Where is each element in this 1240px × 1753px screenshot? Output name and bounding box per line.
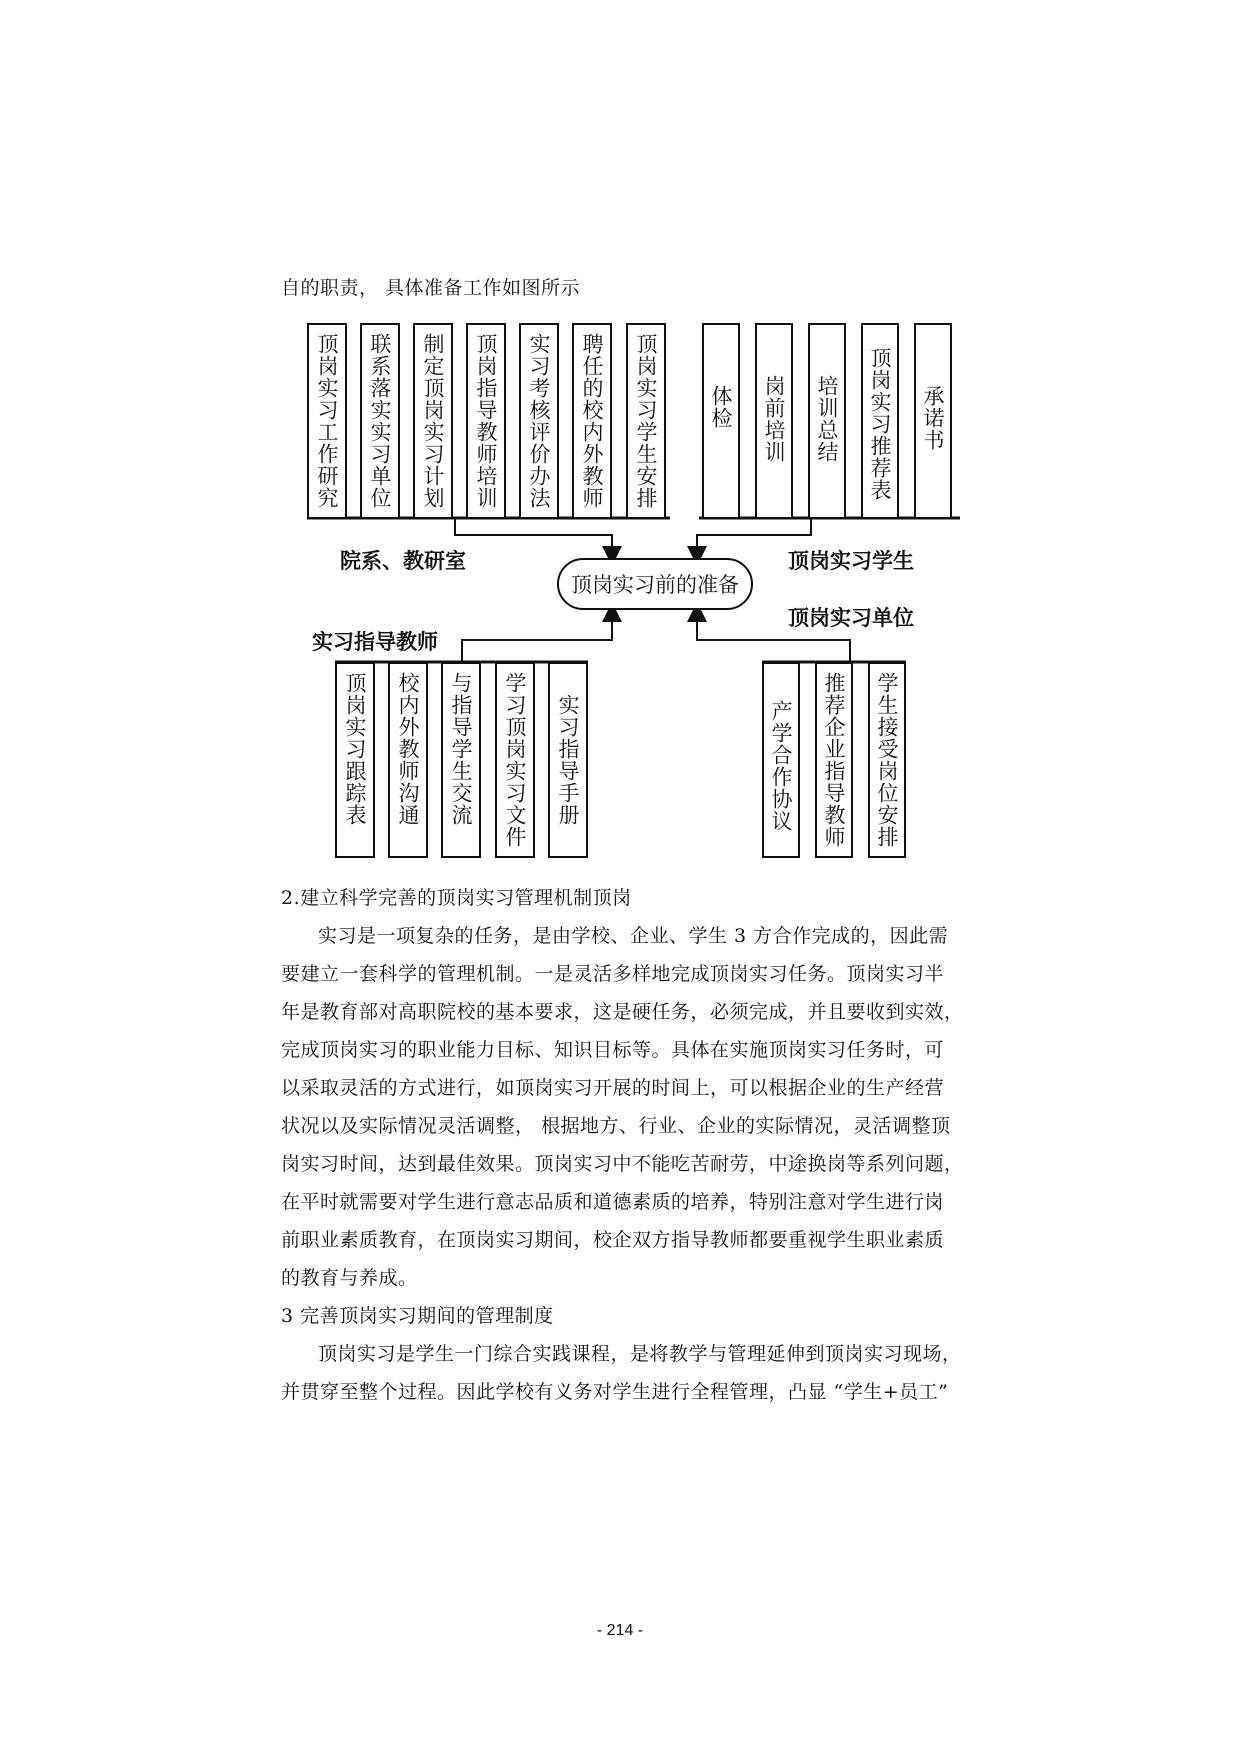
teachers-label: 实习指导教师 — [312, 630, 438, 654]
department-item: 顶岗实习学生安排 — [626, 323, 666, 519]
department-item: 制定顶岗实习计划 — [413, 323, 453, 519]
paragraph-line: 年是教育部对高职院校的基本要求，这是硬任务，必须完成，并且要收到实效， — [281, 1001, 964, 1023]
paragraph-line: 顶岗实习是学生一门综合实践课程，是将教学与管理延伸到顶岗实习现场， — [318, 1343, 962, 1365]
student-item: 承诺书 — [914, 323, 952, 519]
paragraph-line: 以采取灵活的方式进行，如顶岗实习开展的时间上，可以根据企业的生产经营 — [281, 1077, 945, 1099]
company-item: 产学合作协议 — [762, 662, 800, 858]
paragraph-line: 在平时就需要对学生进行意志品质和道德素质的培养，特别注意对学生进行岗 — [281, 1191, 945, 1213]
department-label: 院系、教研室 — [340, 549, 466, 573]
section3-heading: 3 完善顶岗实习期间的管理制度 — [281, 1305, 554, 1327]
paragraph-line: 并贯穿至整个过程。因此学校有义务对学生进行全程管理，凸显 “学生+员工” — [281, 1381, 949, 1403]
teacher-item: 校内外教师沟通 — [388, 662, 428, 858]
students-label: 顶岗实习学生 — [788, 549, 914, 573]
paragraph-line: 完成顶岗实习的职业能力目标、知识目标等。具体在实施顶岗实习任务时，可 — [281, 1039, 945, 1061]
teacher-item: 与指导学生交流 — [441, 662, 481, 858]
company-item: 学生接受岗位安排 — [868, 662, 906, 858]
section2-heading: 2.建立科学完善的顶岗实习管理机制顶岗 — [281, 887, 632, 909]
teacher-item: 实习指导手册 — [548, 662, 588, 858]
department-item: 实习考核评价办法 — [519, 323, 559, 519]
intro-line: 自的职责， 具体准备工作如图所示 — [281, 277, 581, 299]
company-item: 推荐企业指导教师 — [815, 662, 853, 858]
paragraph-line: 前职业素质教育，在顶岗实习期间，校企双方指导教师都要重视学生职业素质 — [281, 1229, 945, 1251]
paragraph-line: 岗实习时间，达到最佳效果。顶岗实习中不能吃苦耐劳，中途换岗等系列问题， — [281, 1153, 964, 1175]
page-number: - 214 - — [596, 1622, 644, 1639]
department-item: 联系落实实习单位 — [360, 323, 400, 519]
paragraph-line: 实习是一项复杂的任务，是由学校、企业、学生 3 方合作完成的，因此需 — [318, 925, 949, 947]
student-item: 培训总结 — [808, 323, 846, 519]
paragraph-line: 要建立一套科学的管理机制。一是灵活多样地完成顶岗实习任务。顶岗实习半 — [281, 963, 945, 985]
department-item: 聘任的校内外教师 — [572, 323, 612, 519]
companies-label: 顶岗实习单位 — [788, 606, 914, 630]
department-item: 顶岗实习工作研究 — [307, 323, 347, 519]
paragraph-line: 状况以及实际情况灵活调整， 根据地方、行业、企业的实际情况，灵活调整顶 — [281, 1115, 951, 1137]
student-item: 体检 — [702, 323, 740, 519]
student-item: 岗前培训 — [755, 323, 793, 519]
paragraph-line: 的教育与养成。 — [281, 1267, 418, 1289]
student-item: 顶岗实习推荐表 — [861, 323, 899, 519]
center-node: 顶岗实习前的准备 — [557, 558, 753, 610]
department-item: 顶岗指导教师培训 — [466, 323, 506, 519]
teacher-item: 学习顶岗实习文件 — [495, 662, 535, 858]
teacher-item: 顶岗实习跟踪表 — [335, 662, 375, 858]
